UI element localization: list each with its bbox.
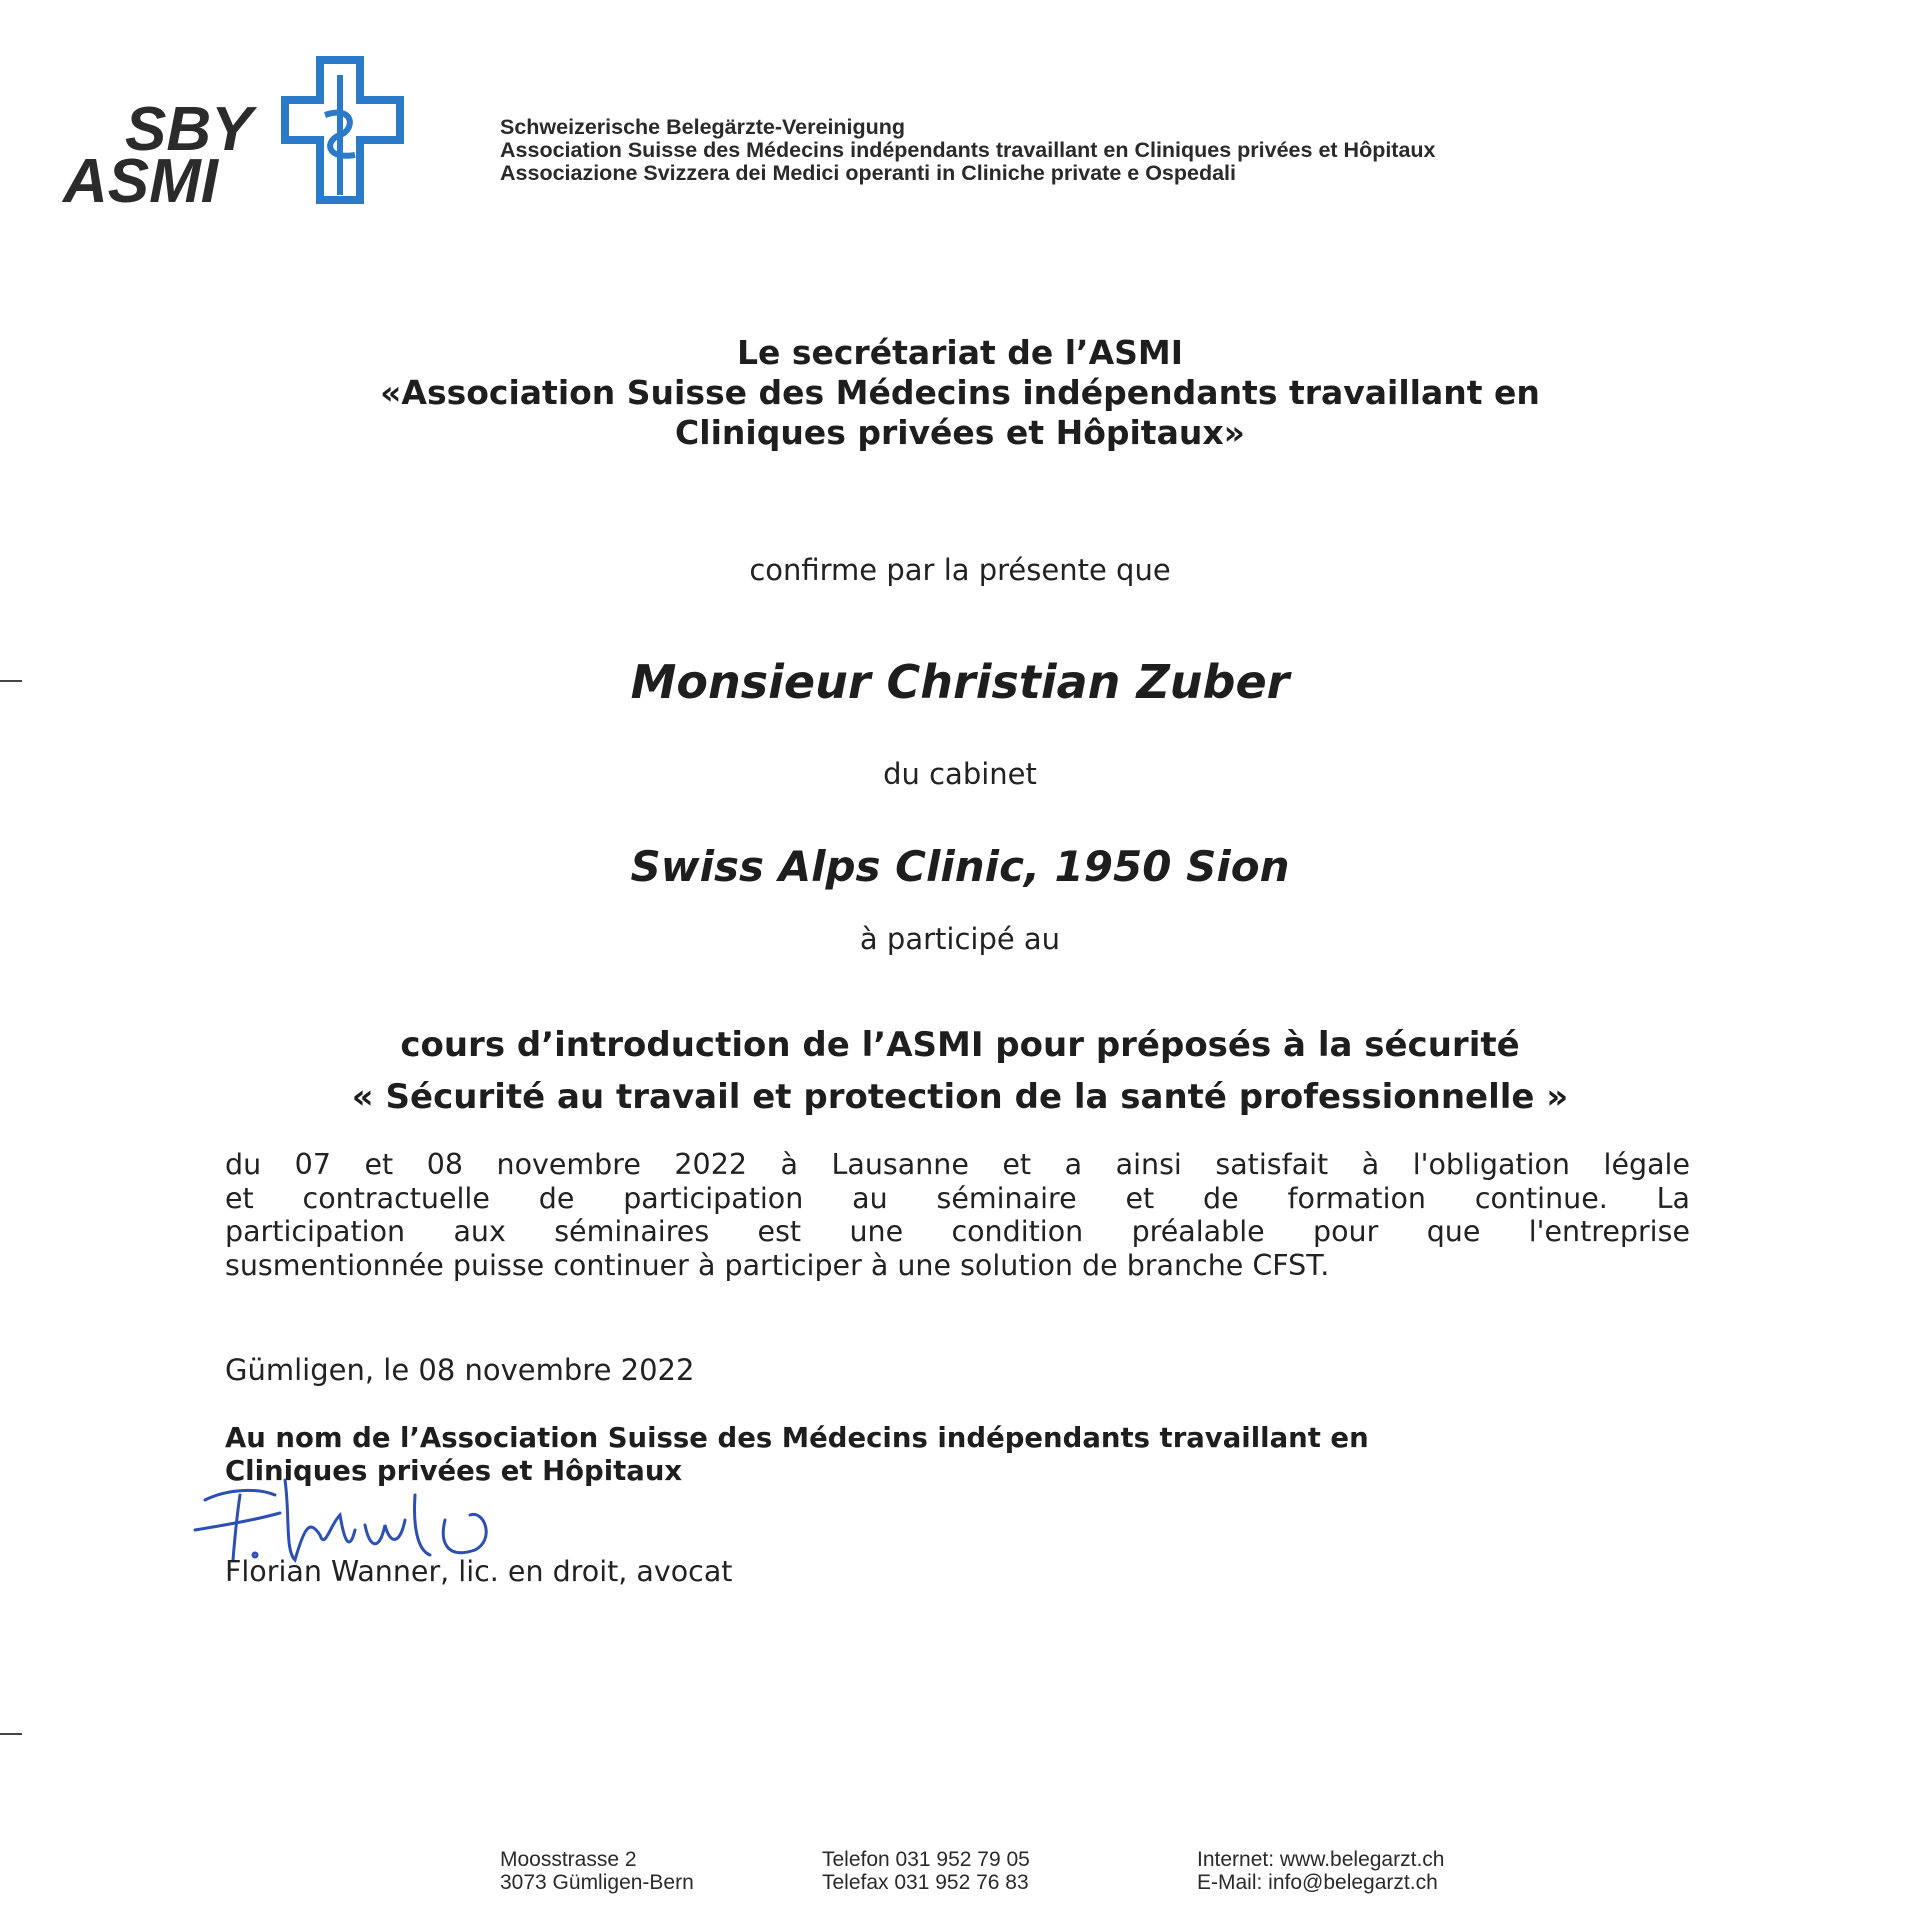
- margin-mark: [0, 1733, 22, 1735]
- from-text: du cabinet: [883, 757, 1037, 791]
- place-date: Gümligen, le 08 novembre 2022: [225, 1353, 695, 1387]
- body-line: susmentionnée puisse continuer à participer à une solution de branche CFST.: [225, 1248, 1330, 1282]
- org-name-de: Schweizerische Belegärzte-Vereinigung: [500, 115, 906, 139]
- clinic-name: Swiss Alps Clinic, 1950 Sion: [630, 842, 1290, 891]
- confirm-text: confirme par la présente que: [749, 553, 1171, 587]
- title-line-1: Le secrétariat de l’ASMI: [736, 333, 1184, 372]
- title-line-3: Cliniques privées et Hôpitaux»: [675, 413, 1245, 452]
- address-line-1: Moosstrasse 2: [500, 1848, 637, 1871]
- on-behalf-line-1: Au nom de l’Association Suisse des Médecins indépendants travaillant en: [225, 1422, 1369, 1454]
- body-line: du 07 et 08 novembre 2022 à Lausanne et a ainsi satisfait à l'obligation légale: [225, 1148, 1690, 1181]
- course-line-1: cours d’introduction de l’ASMI pour préposés à la sécurité: [400, 1025, 1520, 1065]
- org-name-it: Associazione Svizzera dei Medici operanti in Cliniche private e Ospedali: [500, 161, 1237, 185]
- participated-text: à participé au: [859, 922, 1061, 956]
- footer-contact: [1197, 1848, 1444, 1894]
- email-link[interactable]: E-Mail: info@belegarzt.ch: [1197, 1871, 1438, 1894]
- body-paragraph: [225, 1148, 1690, 1282]
- title-line-2: «Association Suisse des Médecins indépendants travaillant en: [380, 373, 1540, 412]
- certificate-title: [0, 333, 1920, 453]
- org-names: [500, 116, 1436, 185]
- signer-name: Florian Wanner, lic. en droit, avocat: [225, 1555, 733, 1588]
- footer-address: [500, 1848, 694, 1894]
- logo-text-sby: SBY: [125, 95, 253, 164]
- footer-phone: [822, 1848, 1030, 1894]
- address-line-2: 3073 Gümligen-Bern: [500, 1871, 694, 1894]
- logo-text-asmi: ASMI: [63, 147, 218, 215]
- phone-number: Telefon 031 952 79 05: [822, 1848, 1030, 1871]
- on-behalf-line-2: Cliniques privées et Hôpitaux: [225, 1455, 683, 1487]
- body-line: participation aux séminaires est une condition préalable pour que l'entreprise: [225, 1215, 1690, 1248]
- fax-number: Telefax 031 952 76 83: [822, 1871, 1029, 1894]
- internet-link[interactable]: Internet: www.belegarzt.ch: [1197, 1848, 1445, 1871]
- margin-mark: [0, 680, 22, 682]
- sby-asmi-logo: [55, 55, 475, 215]
- body-line: et contractuelle de participation au séminaire et de formation continue. La: [225, 1181, 1690, 1215]
- course-line-2: « Sécurité au travail et protection de la santé professionnelle »: [351, 1077, 1569, 1117]
- person-name: Monsieur Christian Zuber: [630, 655, 1290, 709]
- org-name-fr: Association Suisse des Médecins indépendants travaillant en Cliniques privées et Hôpitaux: [500, 138, 1436, 162]
